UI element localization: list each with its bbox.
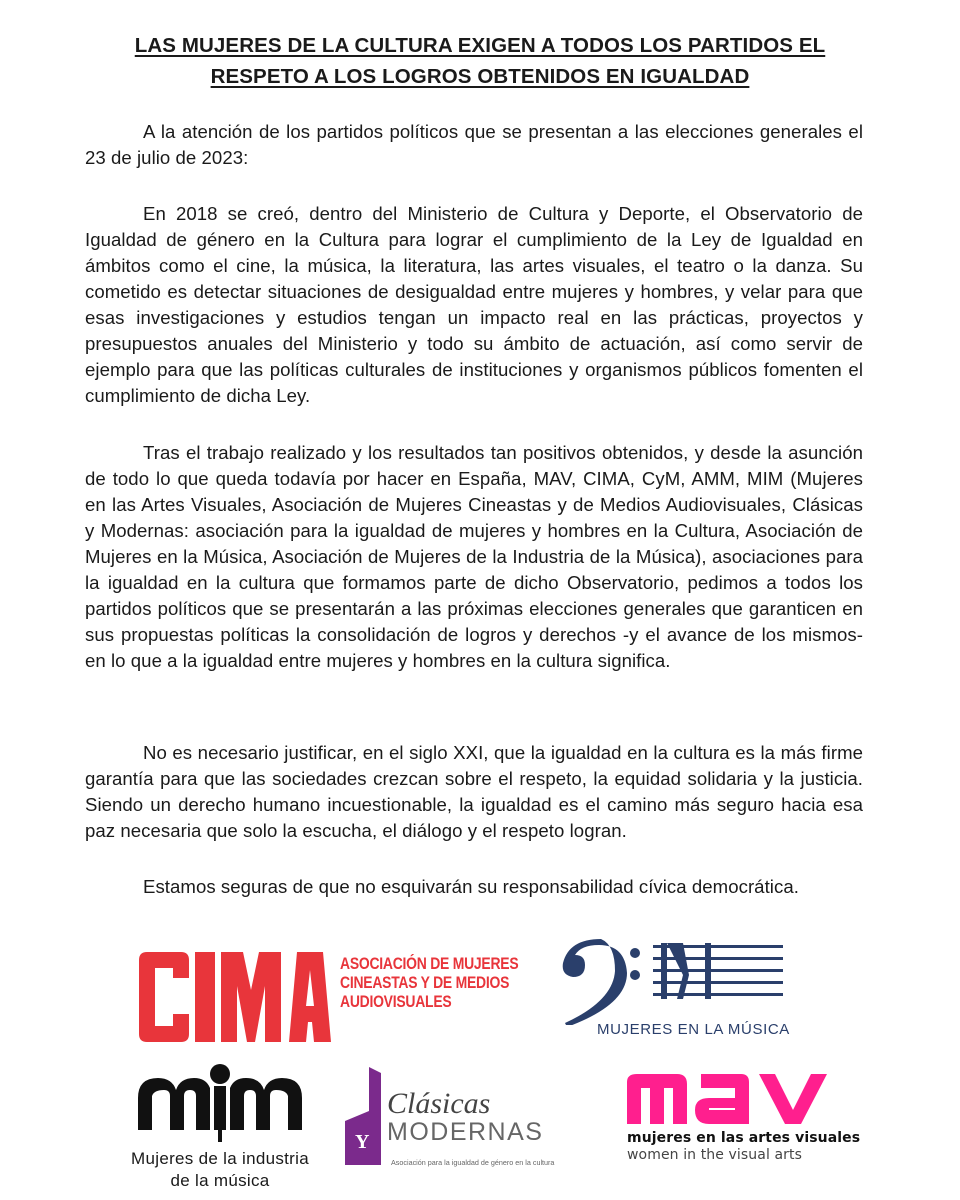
paragraph-observatorio: En 2018 se creó, dentro del Ministerio de Cultura y Deporte, el Observatorio de Igualdad de género en la Cultura para lograr el cumplimiento de la Ley de Igualdad en ámbitos como el cine, la música, la literatura, las artes visuales, el teatro o la danza. Su cometido es detectar situaciones de desigualdad entre mujeres y hombres, y velar para que esas investigaciones y estudios tengan un impacto real en las prácticas, proyectos y presupuestos anuales del Ministerio y todo su ámbito de actuación, así como servir de ejemplo para que las políticas culturales de instituciones y organismos públicos fomenten el cumplimiento de dicha Ley.	[85, 203, 863, 406]
paragraph-salutation: A la atención de los partidos políticos que se presentan a las elecciones generales el 23 de julio de 2023:	[85, 121, 863, 168]
paragraph-peticion: Tras el trabajo realizado y los resultados tan positivos obtenidos, y desde la asunción de todo lo que queda todavía por hacer en España, MAV, CIMA, CyM, AMM, MIM (Mujeres en las Artes Visuales, Asociación de Mujeres Cineastas y de Medios Audiovisuales, Clásicas y Modernas: asociación para la igualdad de mujeres y hombres en la Cultura, Asociación de Mujeres en la Música, Asociación de Mujeres de la Industria de la Música), asociaciones para la igualdad en la cultura que formamos parte de dicho Observatorio, pedimos a todos los partidos políticos que se presentarán a las próximas elecciones generales que garanticen en sus propuestas políticas la consolidación de logros y derechos -y el avance de los mismos- en lo que a la igualdad entre mujeres y hombres en la cultura significa.	[85, 442, 863, 671]
mav-logo	[625, 1070, 861, 1170]
mim-caption: Mujeres de la industria de la música	[131, 1149, 309, 1190]
clasicas-modernas-logo	[345, 1065, 575, 1185]
bass-clef-staff-icon	[555, 935, 795, 1025]
title-line-1: LAS MUJERES DE LA CULTURA EXIGEN A TODOS LOS PARTIDOS EL	[134, 34, 826, 57]
modernas-text: MODERNAS	[387, 1118, 544, 1146]
title-line-2: RESPETO A LOS LOGROS OBTENIDOS EN IGUALDAD	[210, 65, 750, 88]
paragraph-justificacion: No es necesario justificar, en el siglo XXI, que la igualdad en la cultura es la más firme garantía para que las sociedades crezcan sobre el respeto, la equidad solidaria y la justicia. Siendo un derecho humano incuestionable, la igualdad es el camino más seguro hacia esa paz necesaria que solo la escucha, el diálogo y el respeto logran.	[85, 742, 863, 841]
clasicas-modernas-tagline: Asociación para la igualdad de género en la cultura	[391, 1158, 555, 1167]
mim-wordmark	[110, 1060, 330, 1148]
document-title	[100, 30, 860, 92]
mav-wordmark	[625, 1070, 837, 1126]
mujeres-musica-logo	[555, 935, 795, 1050]
mim-logo	[110, 1060, 330, 1190]
clasicas-modernas-y-letter: Y	[355, 1131, 370, 1153]
clasicas-modernas-mark	[345, 1065, 385, 1175]
paragraph-cierre: Estamos seguras de que no esquivarán su responsabilidad cívica democrática.	[143, 876, 799, 897]
mav-caption: mujeres en las artes visuales women in the visual arts	[627, 1130, 861, 1163]
cima-wordmark	[137, 950, 332, 1045]
clasicas-text: Clásicas	[387, 1087, 491, 1120]
cima-text: ASOCIACIÓN DE MUJERES CINEASTAS Y DE MEDIOS AUDIOVISUALES	[340, 954, 519, 1011]
mujeres-musica-caption: MUJERES EN LA MÚSICA	[597, 1021, 790, 1038]
cima-logo	[137, 950, 517, 1050]
